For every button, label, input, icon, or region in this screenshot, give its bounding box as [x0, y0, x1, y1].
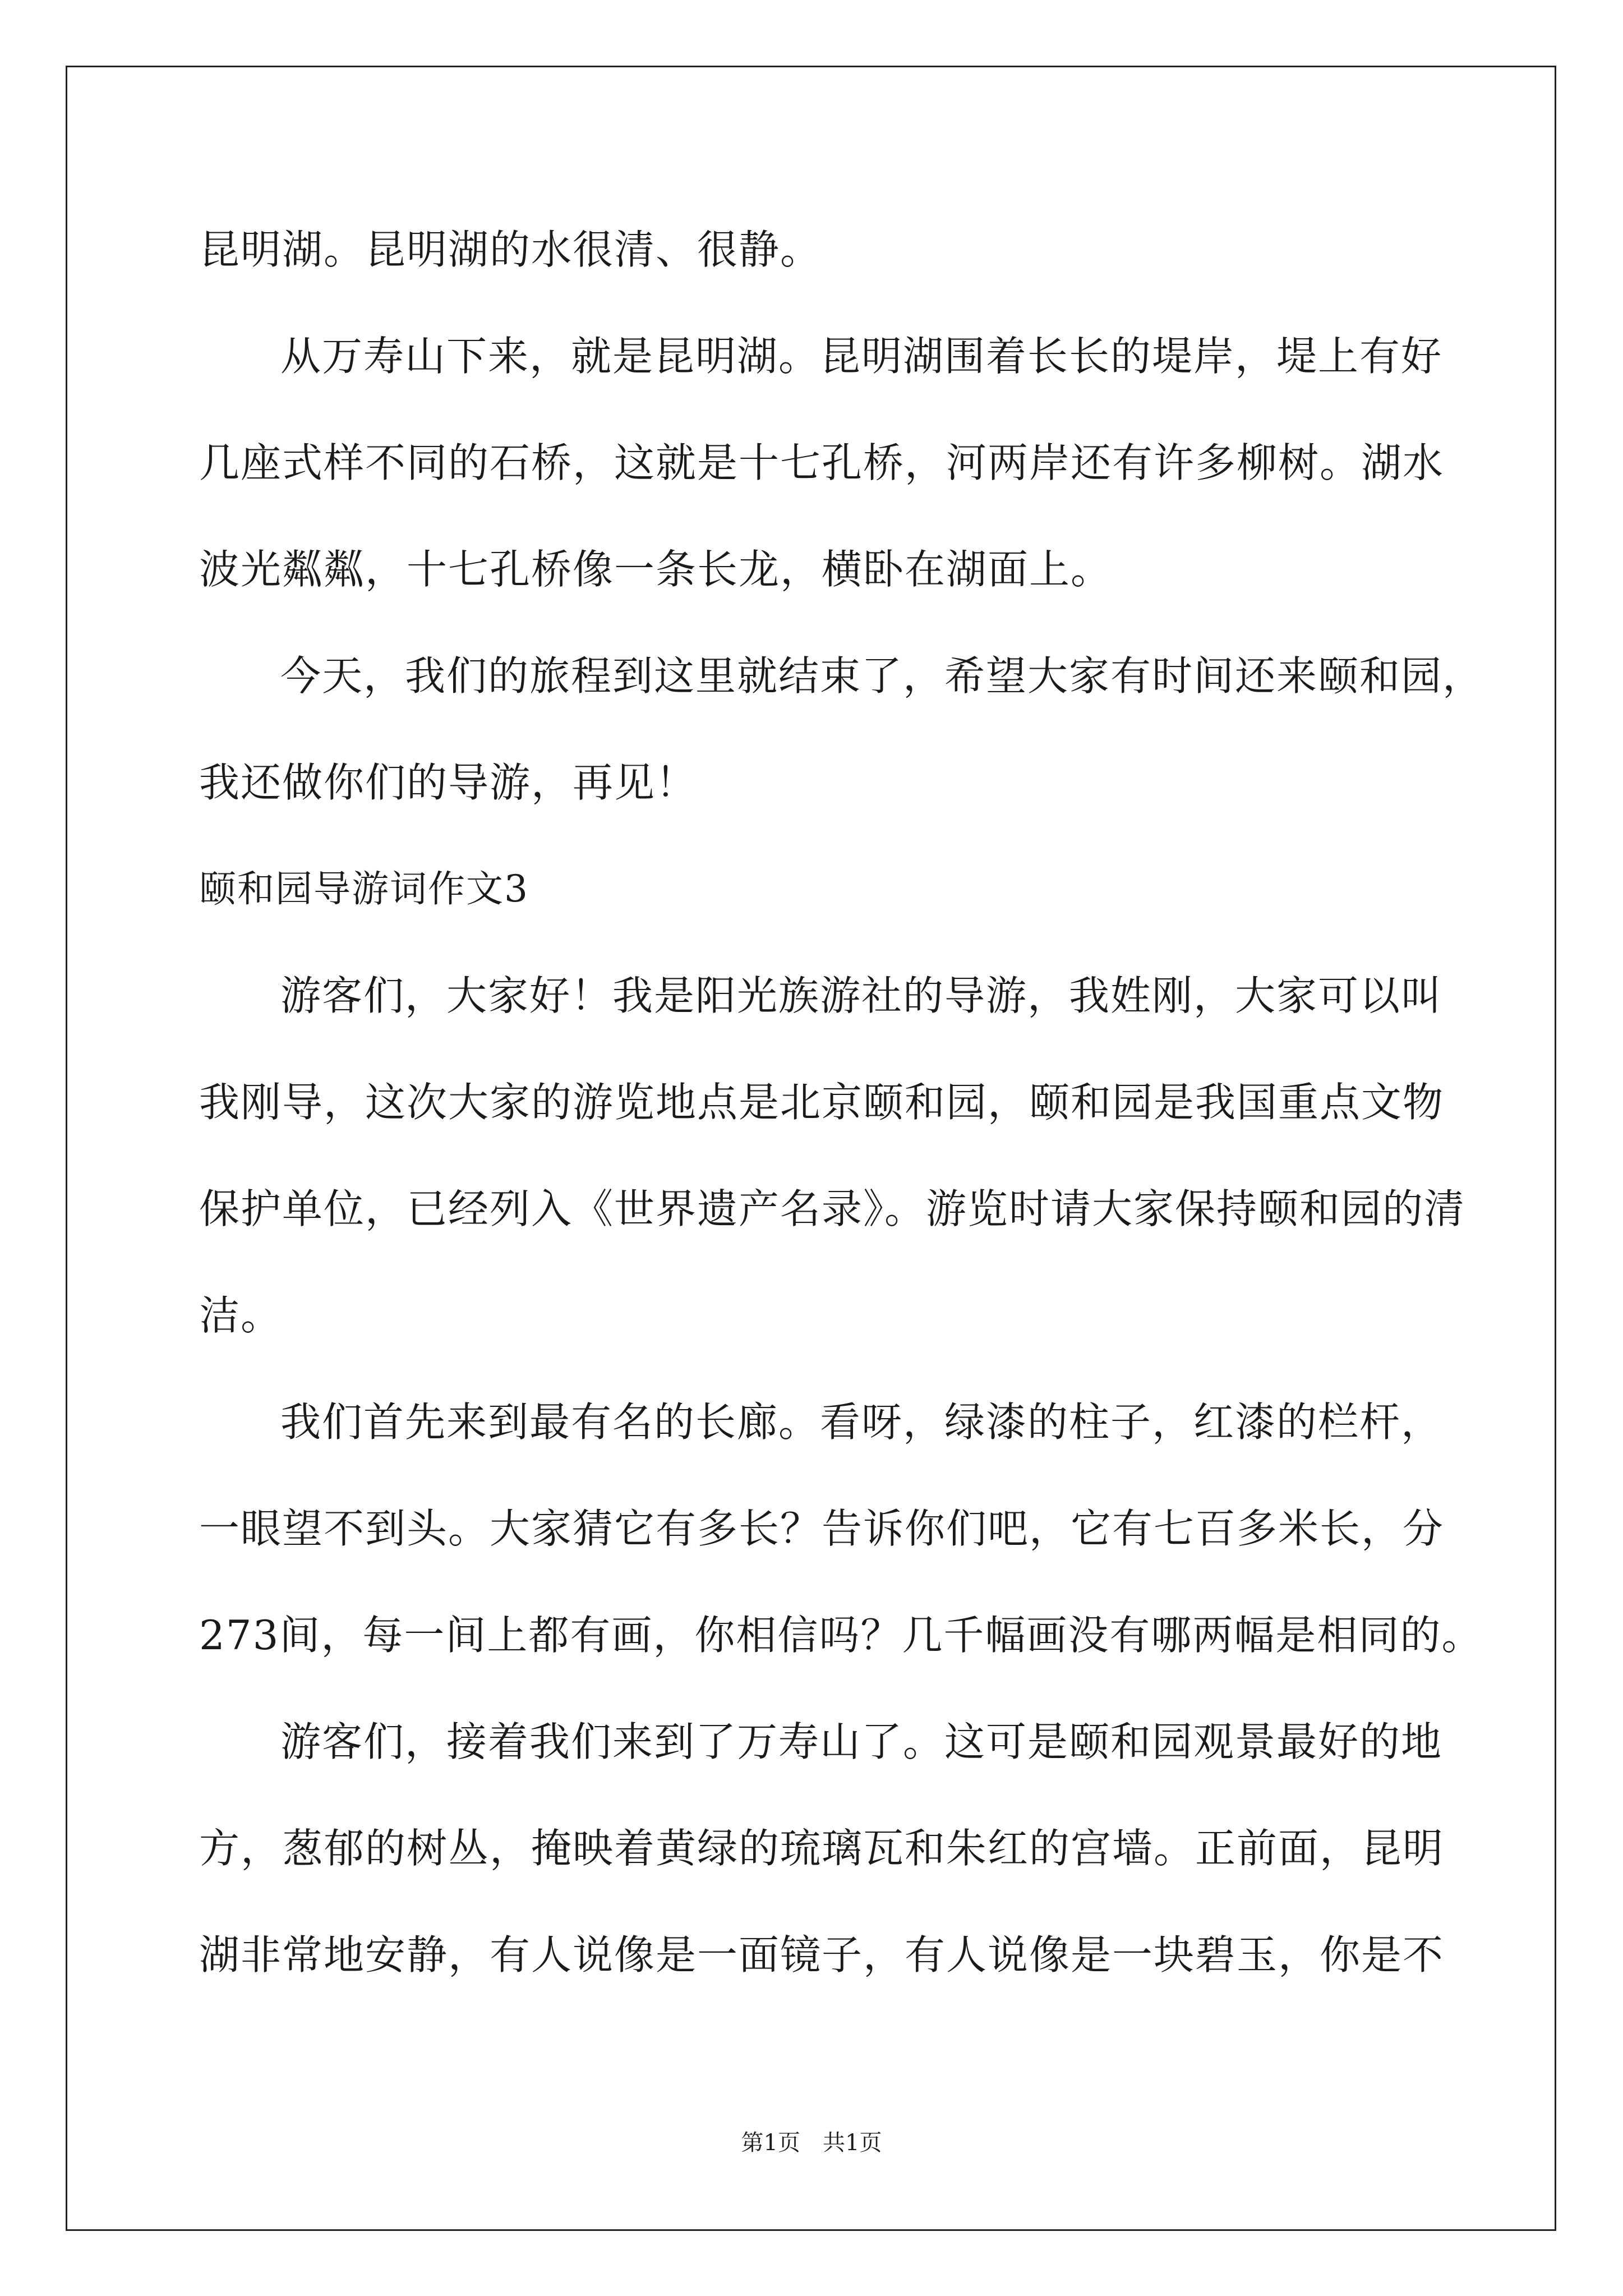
text-line: 湖非常地安静，有人说像是一面镜子，有人说像是一块碧玉，你是不	[199, 1931, 1445, 1978]
text-line: 273间，每一间上都有画，你相信吗？几千幅画没有哪两幅是相同的。	[199, 1612, 1483, 1659]
text-line: 洁。	[199, 1292, 283, 1339]
text-line: 我还做你们的导游，再见！	[199, 759, 698, 806]
text-line: 一眼望不到头。大家猜它有多长？告诉你们吧，它有七百多米长，分	[199, 1505, 1445, 1552]
page-number: 第1页 共1页	[741, 2130, 882, 2156]
paragraph-start: 游客们，接着我们来到了万寿山了。这可是颐和园观景最好的地	[280, 1718, 1443, 1765]
paragraph-start: 我们首先来到最有名的长廊。看呀，绿漆的柱子，红漆的栏杆，	[280, 1398, 1443, 1446]
text-line: 波光粼粼，十七孔桥像一条长龙，横卧在湖面上。	[199, 546, 1113, 593]
text-line: 我刚导，这次大家的游览地点是北京颐和园，颐和园是我国重点文物	[199, 1079, 1445, 1126]
section-heading: 颐和园导游词作文3	[199, 867, 529, 910]
text-line: 昆明湖。昆明湖的水很清、很静。	[199, 226, 822, 273]
text-line: 保护单位，已经列入《世界遗产名录》。游览时请大家保持颐和园的清	[199, 1185, 1466, 1232]
paragraph-start: 今天，我们的旅程到这里就结束了，希望大家有时间还来颐和园，	[280, 652, 1484, 700]
text-line: 方，葱郁的树丛，掩映着黄绿的琉璃瓦和朱红的宫墙。正前面，昆明	[199, 1825, 1445, 1872]
document-body	[199, 196, 1484, 2008]
text-line: 几座式样不同的石桥，这就是十七孔桥，河两岸还有许多柳树。湖水	[199, 439, 1445, 486]
paragraph-start: 游客们，大家好！我是阳光族游社的导游，我姓刚，大家可以叫	[280, 972, 1443, 1019]
paragraph-start: 从万寿山下来，就是昆明湖。昆明湖围着长长的堤岸，堤上有好	[280, 333, 1443, 380]
